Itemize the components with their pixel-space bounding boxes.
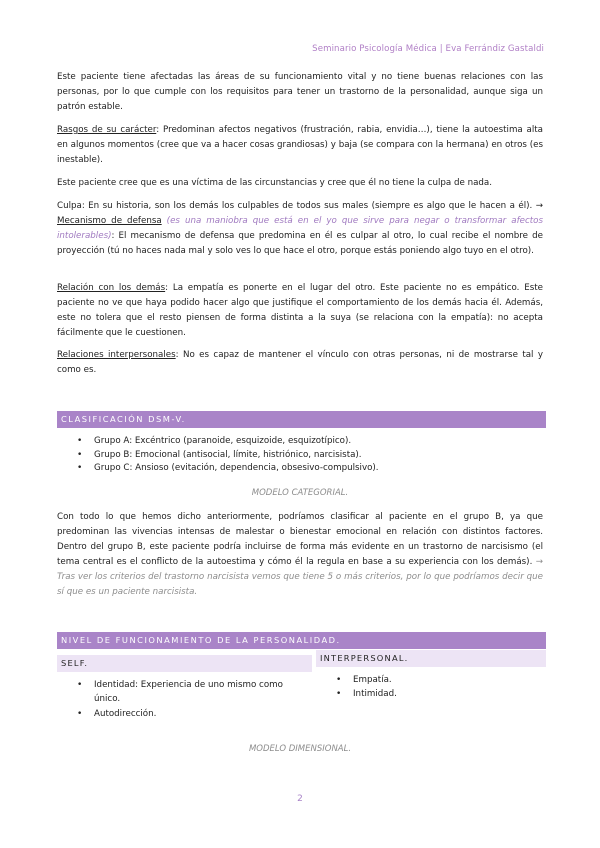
relacion-paragraph [57,281,543,341]
interpersonal-subheader: INTERPERSONAL. [316,650,546,667]
mecanismo-definition: (es una maniobra que está en el yo que sirve para negar o transformar afectos intolerables) [57,216,543,241]
list-item: • Intimidad. [333,688,533,702]
page-header: Seminario Psicología Médica | Eva Ferrándiz Gastaldi [312,44,544,54]
dsm-paragraph-text: Con todo lo que hemos dicho anteriormente, podríamos clasificar al paciente en el grupo B, ya que predominan las vivencias intensas de malestar o bienestar emocional en relación con distintos factores. Dentro del grupo B, este paciente podría incluirse de forma más evidente en un trastorno de narcisismo (el tema central es el conflicto de la autoestima y cómo él la regula en base a su experiencia con los demás). [57,512,543,567]
modelo-categorial: MODELO CATEGORIAL. [251,488,349,498]
list-item: • Empatía. [333,674,533,688]
rasgos-paragraph [57,123,543,168]
culpa-text2: : El mecanismo de defensa que predomina en él es culpar al otro, lo cual recibe el nombre de proyección (tú no haces nada mal y solo ves lo que hace el otro, porque estás poniendo algo tuyo en el otro). [57,231,543,256]
culpa-paragraph [57,199,543,259]
list-item: • Identidad: Experiencia de uno mismo como único. [74,679,284,706]
dsm-paragraph-italic: → Tras ver los criterios del trastorno narcisista vemos que tiene 5 o más criterios, por lo que podríamos decir que sí que es un paciente narcisista. [57,557,543,597]
mecanismo-label: Mecanismo de defensa [57,216,162,226]
relaciones-text: : No es capaz de mantener el vínculo con otras personas, ni de mostrarse tal y como es. [57,350,543,375]
modelo-dimensional: MODELO DIMENSIONAL. [248,744,352,754]
victima-paragraph: Este paciente cree que es una víctima de las circunstancias y cree que él no tiene la culpa de nada. [57,178,493,188]
list-item: • Grupo A: Excéntrico (paranoide, esquizoide, esquizotípico). [74,435,534,449]
list-item: • Autodirección. [74,708,284,722]
rasgos-text: : Predominan afectos negativos (frustración, rabia, envidia…), tiene la autoestima alta en algunos momentos (cree que va a hacer cosas grandiosas) y baja (se compara con la hermana) en otros (es inestable). [57,125,543,165]
dsm-section-bar: CLASIFICACIÓN DSM-V. [57,411,546,428]
nivel-section-bar: NIVEL DE FUNCIONAMIENTO DE LA PERSONALIDAD. [57,632,546,649]
rasgos-label: Rasgos de su carácter [57,125,157,135]
dsm-paragraph [57,510,543,600]
relaciones-paragraph [57,348,543,378]
self-subheader: SELF. [57,655,312,672]
relacion-label: Relación con los demás [57,283,166,293]
list-item: • Grupo C: Ansioso (evitación, dependencia, obsesivo-compulsivo). [74,462,534,476]
relacion-text: : La empatía es ponerte en el lugar del otro. Este paciente no es empático. Este paciente no ve que haya podido hacer algo que justifique el comportamiento de los demás hacia él. Además, este no tolera que el resto piensen de forma distinta a la suya (se relaciona con la empatía): no acepta fácilmente que le cuestionen. [57,283,543,338]
self-list [74,679,284,722]
dsm-groups-list [74,435,534,476]
culpa-text1: Culpa: En su historia, son los demás los culpables de todos sus males (siempre es algo que le hacen a él). → [57,201,543,211]
interpersonal-list [333,674,533,701]
list-item: • Grupo B: Emocional (antisocial, límite, histriónico, narcisista). [74,449,534,463]
relaciones-label: Relaciones interpersonales [57,350,176,360]
intro-paragraph: Este paciente tiene afectadas las áreas de su funcionamiento vital y no tiene buenas relaciones con las personas, por lo que cumple con los requisitos para tener un trastorno de la personalidad, aunque siga un patrón estable. [57,72,543,112]
page-number: 2 [297,794,303,804]
